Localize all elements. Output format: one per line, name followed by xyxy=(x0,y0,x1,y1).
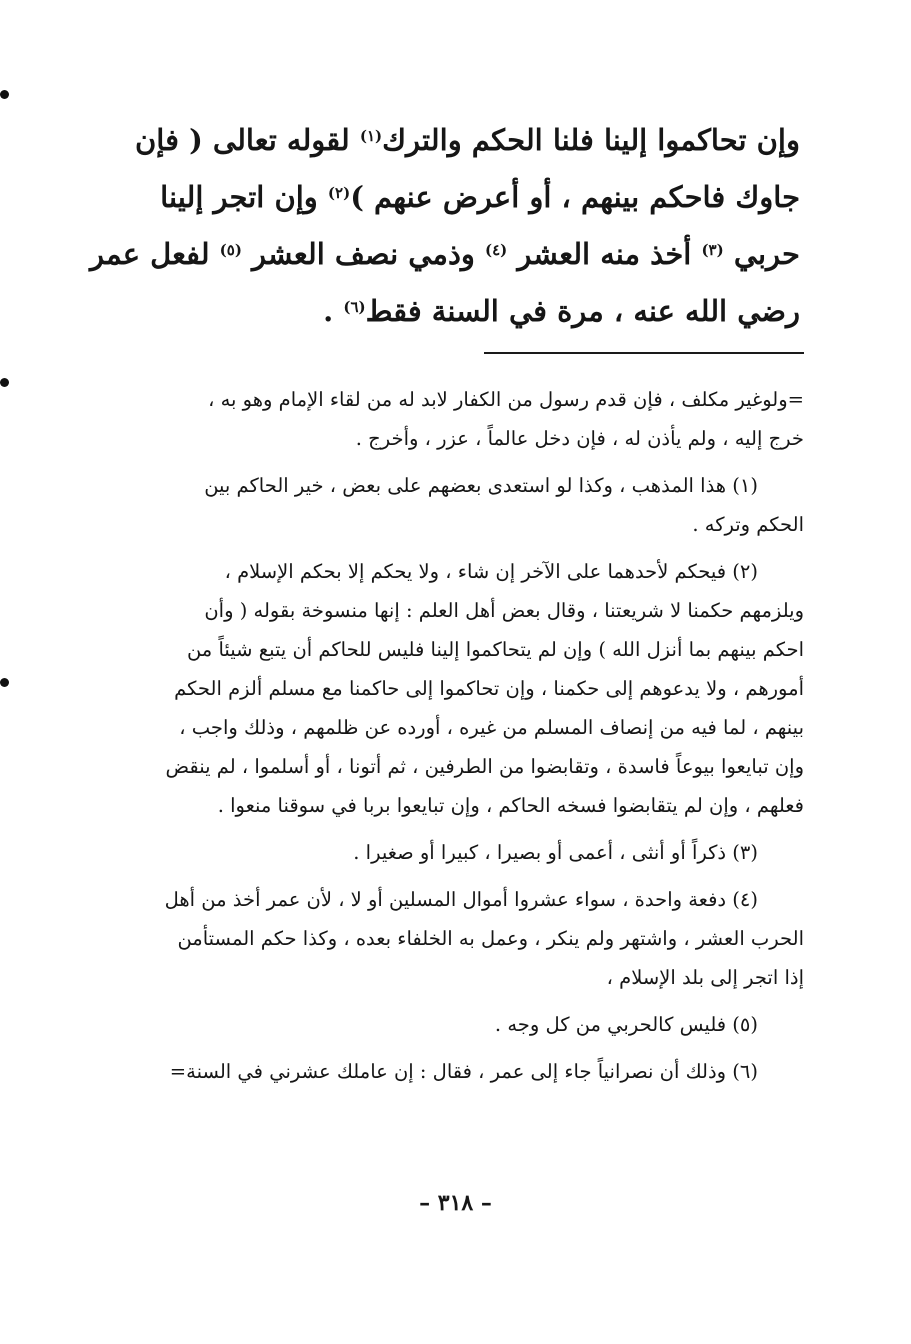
main-line-4: رضي الله عنه ، مرة في السنة فقط$^{(٦)}$ . xyxy=(323,294,800,328)
footnote-ref-6: (٦) xyxy=(343,298,366,316)
footnote-3: (٣) ذكراً أو أنثى ، أعمى أو بصيرا ، كبيرا أو صغيرا . xyxy=(353,841,758,864)
margin-mark xyxy=(0,678,9,687)
footnote-ref-5: (٥) xyxy=(219,241,242,259)
footnote-continuation: =ولوغير مكلف ، فإن قدم رسول من الكفار لابد له من لقاء الإمام وهو به ، خرج إليه ، ولم يأذن له ، فإن دخل عالماً ، عزر ، وأخرج . xyxy=(208,388,804,450)
margin-mark xyxy=(0,378,9,387)
main-line-1: وإن تحاكموا إلينا فلنا الحكم والترك$^{(١)}$ لقوله تعالى ( فإن xyxy=(134,123,800,157)
footnote-ref-1: (١) xyxy=(359,127,383,145)
footnote-separator xyxy=(484,352,804,354)
margin-mark xyxy=(0,90,9,99)
footnote-5: (٥) فليس كالحربي من كل وجه . xyxy=(494,1013,758,1036)
footnote-2: (٢) فيحكم لأحدهما على الآخر إن شاء ، ولا يحكم إلا بحكم الإسلام ، ويلزمهم حكمنا لا شريعتنا ، وقال بعض أهل العلم : إنها منسوخة بقوله ( وأن احكم بينهم بما أنزل الله ) وإن لم يتحاكموا إلينا فليس للحاكم أن يتبع شيئاً من أمورهم ، ولا يدعوهم إلى حكمنا ، وإن تحاكموا إلى حاكمنا مع مسلم ألزم الحكم بينهم ، لما فيه من إنصاف المسلم من غيره ، أورده عن ظلمهم ، وذلك واجب ، وإن تبايعوا بيوعاً فاسدة ، وتقابضوا من الطرفين ، ثم أتونا ، أو أسلموا ، لم ينقض فعلهم ، وإن لم يتقابضوا فسخه الحاكم ، وإن تبايعوا بربا في سوقنا منعوا . xyxy=(165,560,804,817)
footnote-1: (١) هذا المذهب ، وكذا لو استعدى بعضهم على بعض ، خير الحاكم بين الحكم وتركه . xyxy=(204,474,804,536)
page-number: – ٣١٨ – xyxy=(419,1190,492,1216)
footnote-6: (٦) وذلك أن نصرانياً جاء إلى عمر ، فقال : إن عاملك عشرني في السنة= xyxy=(169,1060,758,1083)
footnotes xyxy=(62,380,804,1099)
main-text xyxy=(62,112,800,340)
footnote-4: (٤) دفعة واحدة ، سواء عشروا أموال المسلين أو لا ، لأن عمر أخذ من أهل الحرب العشر ، واشتهر ولم ينكر ، وعمل به الخلفاء بعده ، وكذا حكم المستأمن إذا اتجر إلى بلد الإسلام ، xyxy=(164,888,804,989)
main-line-3: حربي $^{(٣)}$ أخذ منه العشر $^{(٤)}$ وذمي نصف العشر $^{(٥)}$ لفعل عمر xyxy=(89,237,800,271)
footnote-ref-4: (٤) xyxy=(484,241,508,259)
footnote-ref-3: (٣) xyxy=(701,241,724,259)
footnote-ref-2: (٢) xyxy=(327,184,351,202)
main-line-2: جاوك فاحكم بينهم ، أو أعرض عنهم )$^{(٢)}$ وإن اتجر إلينا xyxy=(160,180,800,214)
